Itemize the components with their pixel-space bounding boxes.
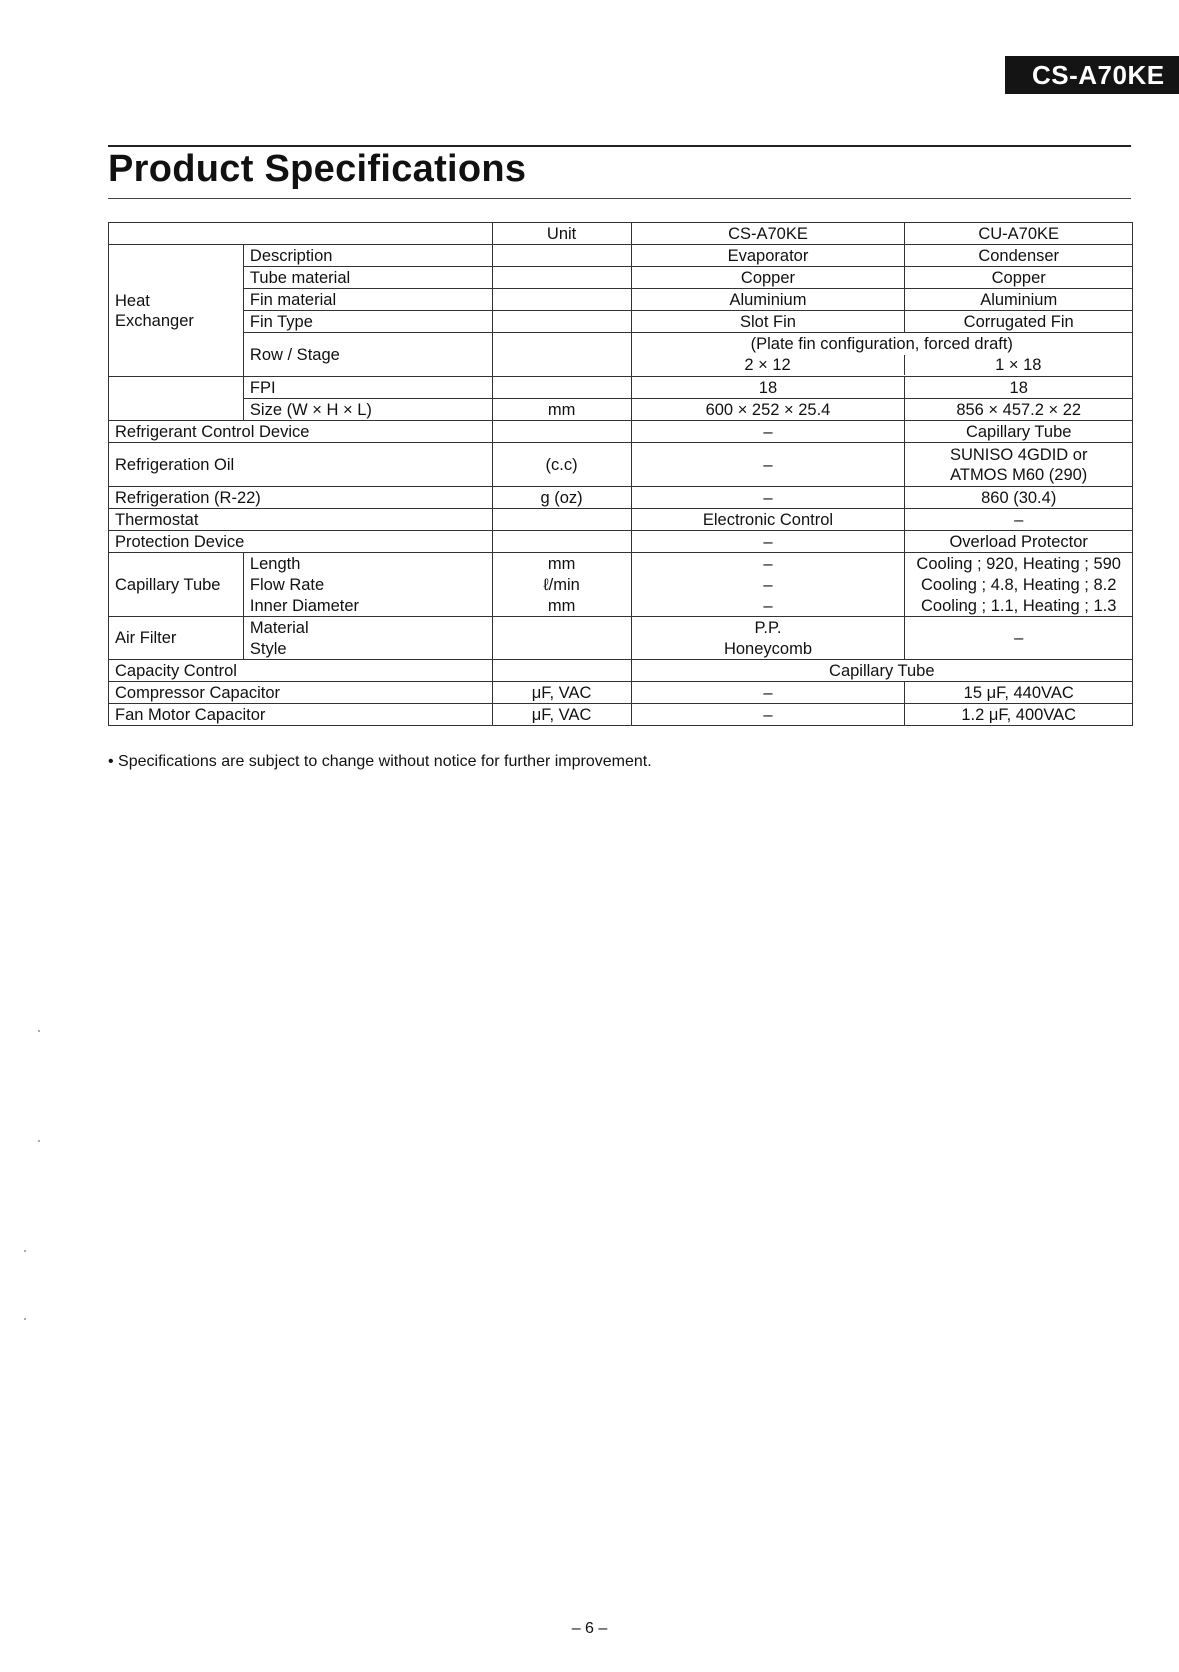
row-outdoor: 15 μF, 440VAC (905, 682, 1133, 704)
title-rule-top (108, 145, 1131, 147)
row-stage-note: (Plate fin configuration, forced draft) (750, 335, 1013, 353)
row-unit: mm (492, 595, 631, 617)
row-label: Tube material (243, 267, 492, 289)
row-outdoor: Aluminium (905, 289, 1133, 311)
table-header-row (109, 223, 1133, 245)
row-indoor: – (631, 704, 905, 726)
row-label: Protection Device (109, 531, 493, 553)
row-outdoor: Cooling ; 1.1, Heating ; 1.3 (905, 595, 1133, 617)
row-indoor: Slot Fin (631, 311, 905, 333)
row-label: Fan Motor Capacitor (109, 704, 493, 726)
model-badge: CS-A70KE (1005, 56, 1179, 94)
row-outdoor: – (905, 509, 1133, 531)
table-row (109, 399, 1133, 421)
capillary-tube-group-label: Capillary Tube (109, 553, 244, 617)
specification-table (108, 222, 1133, 726)
table-row (109, 443, 1133, 487)
table-row (109, 660, 1133, 682)
table-row (109, 682, 1133, 704)
row-stage-values (631, 333, 1132, 377)
group-label-line: Heat (115, 291, 150, 310)
page-title: Product Specifications (108, 148, 527, 190)
row-unit (492, 377, 631, 399)
table-row (109, 553, 1133, 575)
header-blank (109, 223, 493, 245)
row-outdoor: 1.2 μF, 400VAC (905, 704, 1133, 726)
row-indoor: – (631, 531, 905, 553)
row-indoor: Electronic Control (631, 509, 905, 531)
table-row (109, 267, 1133, 289)
row-unit (492, 311, 631, 333)
table-row (109, 509, 1133, 531)
row-label: Fin Type (243, 311, 492, 333)
row-unit: (c.c) (492, 443, 631, 487)
row-indoor: – (631, 574, 905, 595)
row-label: Material (243, 617, 492, 639)
oil-line-2: ATMOS M60 (290) (950, 465, 1088, 484)
row-indoor: 600 × 252 × 25.4 (631, 399, 905, 421)
row-indoor: 2 × 12 (632, 355, 905, 375)
oil-line-1: SUNISO 4GDID or (949, 445, 1088, 464)
header-indoor-model: CS-A70KE (631, 223, 905, 245)
table-row (109, 377, 1133, 399)
table-row (109, 487, 1133, 509)
row-unit (492, 617, 631, 660)
table-row (109, 421, 1133, 443)
scan-speck (24, 1250, 26, 1252)
air-filter-group-label: Air Filter (109, 617, 244, 660)
row-label: Flow Rate (243, 574, 492, 595)
row-label: Row / Stage (243, 333, 492, 377)
table-row (109, 333, 1133, 377)
row-label: Fin material (243, 289, 492, 311)
row-unit: mm (492, 399, 631, 421)
row-outdoor: – (905, 617, 1133, 660)
group-label-line: Exchanger (115, 311, 194, 330)
row-unit (492, 421, 631, 443)
table-row (109, 617, 1133, 639)
row-indoor: Copper (631, 267, 905, 289)
row-unit: μF, VAC (492, 704, 631, 726)
row-outdoor: 18 (905, 377, 1133, 399)
table-row (109, 531, 1133, 553)
row-outdoor: Cooling ; 920, Heating ; 590 (905, 553, 1133, 575)
row-label: FPI (243, 377, 492, 399)
row-outdoor: 856 × 457.2 × 22 (905, 399, 1133, 421)
row-label: Thermostat (109, 509, 493, 531)
row-indoor: 18 (631, 377, 905, 399)
row-outdoor: 1 × 18 (995, 356, 1042, 374)
row-indoor: Aluminium (631, 289, 905, 311)
row-indoor: P.P. (631, 617, 905, 639)
row-indoor: – (631, 553, 905, 575)
row-outdoor: Corrugated Fin (905, 311, 1133, 333)
table-row (109, 245, 1133, 267)
row-label: Compressor Capacitor (109, 682, 493, 704)
table-row (109, 704, 1133, 726)
row-unit (492, 289, 631, 311)
row-unit (492, 267, 631, 289)
row-unit: mm (492, 553, 631, 575)
row-outdoor: 860 (30.4) (905, 487, 1133, 509)
row-indoor: – (631, 487, 905, 509)
title-rule-bottom (108, 198, 1131, 199)
row-unit (492, 333, 631, 377)
row-unit (492, 509, 631, 531)
row-value: Capillary Tube (631, 660, 1132, 682)
row-outdoor (905, 443, 1133, 487)
row-label: Refrigeration Oil (109, 443, 493, 487)
row-label: Capacity Control (109, 660, 493, 682)
table-row (109, 311, 1133, 333)
row-outdoor: Cooling ; 4.8, Heating ; 8.2 (905, 574, 1133, 595)
row-label: Style (243, 638, 492, 660)
header-unit: Unit (492, 223, 631, 245)
row-outdoor: Overload Protector (905, 531, 1133, 553)
row-outdoor: Copper (905, 267, 1133, 289)
row-unit: ℓ/min (492, 574, 631, 595)
heat-exchanger-group-label (109, 245, 244, 377)
row-label: Description (243, 245, 492, 267)
table-row (109, 289, 1133, 311)
table-row (109, 595, 1133, 617)
row-label: Size (W × H × L) (243, 399, 492, 421)
row-label: Inner Diameter (243, 595, 492, 617)
row-outdoor: Condenser (905, 245, 1133, 267)
row-unit: g (oz) (492, 487, 631, 509)
group-label-blank (109, 377, 244, 421)
specification-note: • Specifications are subject to change without notice for further improvement. (108, 753, 652, 770)
row-indoor: Honeycomb (631, 638, 905, 660)
row-indoor: – (631, 443, 905, 487)
table-row (109, 574, 1133, 595)
scan-speck (38, 1140, 40, 1142)
row-unit (492, 660, 631, 682)
row-indoor: – (631, 595, 905, 617)
row-indoor: – (631, 421, 905, 443)
row-unit (492, 531, 631, 553)
row-unit (492, 245, 631, 267)
scan-speck (38, 1030, 40, 1032)
row-label: Length (243, 553, 492, 575)
row-indoor: Evaporator (631, 245, 905, 267)
row-label: Refrigerant Control Device (109, 421, 493, 443)
page-number: – 6 – (571, 1620, 608, 1637)
row-label: Refrigeration (R-22) (109, 487, 493, 509)
row-indoor: – (631, 682, 905, 704)
scan-speck (24, 1318, 26, 1320)
row-outdoor: Capillary Tube (905, 421, 1133, 443)
header-outdoor-model: CU-A70KE (905, 223, 1133, 245)
row-unit: μF, VAC (492, 682, 631, 704)
